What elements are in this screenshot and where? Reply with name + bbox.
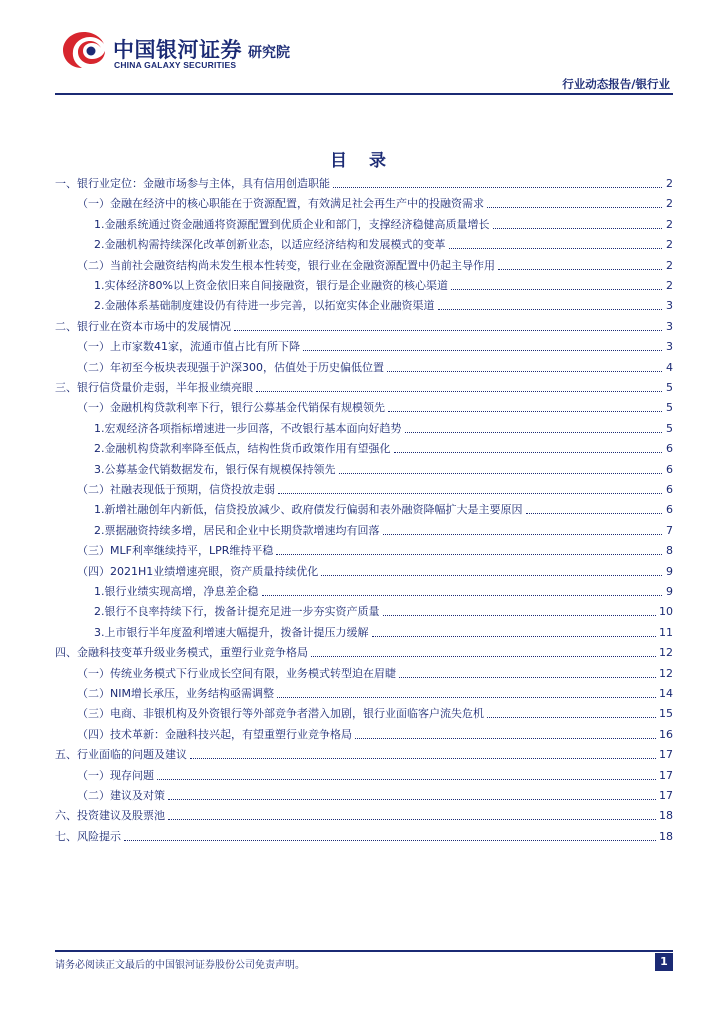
toc-dot-leader <box>405 432 663 433</box>
toc-entry[interactable] <box>55 256 673 275</box>
toc-dot-leader <box>383 534 663 535</box>
toc-entry-page: 3 <box>666 340 673 354</box>
page-header <box>0 0 724 95</box>
toc-dot-leader <box>157 779 656 780</box>
toc-entry[interactable] <box>55 745 673 764</box>
toc-entry-title: 3.上市银行半年度盈利增速大幅提升，拨备计提压力缓解 <box>94 625 369 639</box>
toc-entry-title: 1.新增社融创年内新低，信贷投放减少、政府债发行偏弱和表外融资降幅扩大是主要原因 <box>94 503 523 517</box>
toc-entry-page: 10 <box>659 605 673 619</box>
toc-entry-title: （四）技术革新：金融科技兴起，有望重塑行业竞争格局 <box>77 727 352 741</box>
report-type-label: 行业动态报告/银行业 <box>562 77 670 91</box>
toc-entry-page: 6 <box>666 442 673 456</box>
toc-entry-page: 12 <box>659 666 673 680</box>
toc-entry-title: 二、银行业在资本市场中的发展情况 <box>55 319 231 333</box>
toc-dot-leader <box>383 615 657 616</box>
toc-entry-page: 9 <box>666 564 673 578</box>
toc-entry-title: 五、行业面临的问题及建议 <box>55 748 187 762</box>
logo-chinese-name: 中国银河证券 <box>113 38 242 62</box>
toc-entry[interactable] <box>55 398 673 417</box>
toc-entry[interactable] <box>55 766 673 785</box>
toc-dot-leader <box>355 738 656 739</box>
toc-entry[interactable] <box>55 419 673 438</box>
toc-entry[interactable] <box>55 664 673 683</box>
toc-entry-title: 2.金融机构贷款利率降至低点，结构性货币政策作用有望强化 <box>94 442 391 456</box>
toc-dot-leader <box>278 493 662 494</box>
toc-dot-leader <box>234 330 662 331</box>
toc-entry-title: （四）2021H1业绩增速亮眼，资产质量持续优化 <box>77 564 319 578</box>
toc-entry-page: 3 <box>666 319 673 333</box>
toc-entry-title: 1.宏观经济各项指标增速进一步回落，不改银行基本面向好趋势 <box>94 421 402 435</box>
toc-dot-leader <box>394 452 663 453</box>
toc-entry-title: （一）金融机构贷款利率下行，银行公募基金代销保有规模领先 <box>77 401 385 415</box>
toc-dot-leader <box>388 411 662 412</box>
toc-entry-page: 3 <box>666 299 673 313</box>
toc-entry[interactable] <box>55 215 673 234</box>
page-number: 1 <box>655 953 673 971</box>
toc-dot-leader <box>399 677 656 678</box>
toc-entry[interactable] <box>55 684 673 703</box>
toc-entry-page: 12 <box>659 646 673 660</box>
toc-dot-leader <box>168 819 656 820</box>
toc-entry-title: 2.银行不良率持续下行，拨备计提充足进一步夯实资产质量 <box>94 605 380 619</box>
toc-dot-leader <box>438 309 663 310</box>
toc-entry-page: 2 <box>666 197 673 211</box>
toc-entry[interactable] <box>55 643 673 662</box>
toc-entry[interactable] <box>55 521 673 540</box>
toc-entry[interactable] <box>55 439 673 458</box>
toc-entry-title: 1.实体经济80%以上资金依旧来自间接融资，银行是企业融资的核心渠道 <box>94 279 448 292</box>
toc-entry[interactable] <box>55 582 673 601</box>
toc-entry[interactable] <box>55 725 673 744</box>
toc-entry-page: 2 <box>666 177 673 190</box>
toc-entry-title: （二）社融表现低于预期，信贷投放走弱 <box>77 483 275 496</box>
toc-entry-title: 1.金融系统通过资金融通将资源配置到优质企业和部门，支撑经济稳健高质量增长 <box>94 217 490 231</box>
toc-entry-title: 一、银行业定位：金融市场参与主体，具有信用创造职能 <box>55 177 330 190</box>
toc-entry-page: 6 <box>666 483 673 496</box>
toc-entry[interactable] <box>55 806 673 825</box>
toc-entry-page: 17 <box>659 789 673 802</box>
toc-entry-title: （二）年初至今板块表现强于沪深300，估值处于历史偏低位置 <box>77 360 384 374</box>
toc-entry-title: 六、投资建议及股票池 <box>55 809 165 823</box>
toc-dot-leader <box>449 248 663 249</box>
toc-entry[interactable] <box>55 480 673 499</box>
toc-dot-leader <box>262 595 663 596</box>
toc-entry[interactable] <box>55 378 673 397</box>
header-divider <box>55 93 673 95</box>
toc-entry[interactable] <box>55 194 673 213</box>
toc-entry[interactable] <box>55 358 673 377</box>
institute-label: 研究院 <box>248 45 290 61</box>
toc-entry-page: 14 <box>659 687 673 700</box>
toc-dot-leader <box>256 391 662 392</box>
toc-dot-leader <box>333 187 662 188</box>
toc-entry-title: 四、金融科技变革升级业务模式，重塑行业竞争格局 <box>55 646 308 660</box>
toc-entry-title: 2.金融机构需持续深化改革创新业态，以适应经济结构和发展模式的变革 <box>94 238 446 252</box>
footer-divider <box>55 950 673 952</box>
toc-entry-title: 2.金融体系基础制度建设仍有待进一步完善，以拓宽实体企业融资渠道 <box>94 299 435 313</box>
toc-entry-title: （三）电商、非银机构及外资银行等外部竞争者潜入加剧，银行业面临客户流失危机 <box>77 707 484 721</box>
toc-entry[interactable] <box>55 317 673 336</box>
toc-entry[interactable] <box>55 500 673 519</box>
toc-entry-page: 18 <box>659 829 673 843</box>
toc-entry-title: 三、银行信贷量价走弱，半年报业绩亮眼 <box>55 381 253 394</box>
china-galaxy-logo-icon <box>60 29 108 71</box>
toc-entry-page: 6 <box>666 503 673 517</box>
toc-entry[interactable] <box>55 337 673 356</box>
toc-entry-page: 15 <box>659 707 673 721</box>
toc-entry[interactable] <box>55 704 673 723</box>
toc-entry-title: （二）NIM增长承压，业务结构亟需调整 <box>77 687 274 700</box>
toc-dot-leader <box>487 717 656 718</box>
toc-entry-page: 5 <box>666 421 673 435</box>
toc-entry-title: （一）上市家数41家，流通市值占比有所下降 <box>77 340 300 354</box>
toc-entry[interactable] <box>55 235 673 254</box>
toc-dot-leader <box>311 656 656 657</box>
toc-dot-leader <box>451 289 662 290</box>
logo-english-name: CHINA GALAXY SECURITIES <box>114 60 237 70</box>
toc-entry-page: 6 <box>666 462 673 476</box>
toc-entry-page: 2 <box>666 217 673 231</box>
toc-entry-title: （一）现存问题 <box>77 768 154 782</box>
toc-dot-leader <box>387 371 662 372</box>
toc-entry-page: 5 <box>666 401 673 415</box>
toc-dot-leader <box>321 575 662 576</box>
toc-dot-leader <box>487 207 662 208</box>
toc-dot-leader <box>190 758 656 759</box>
toc-dot-leader <box>339 473 663 474</box>
toc-entry-title: （三）MLF利率继续持平，LPR维持平稳 <box>77 544 274 558</box>
toc-entry[interactable] <box>55 276 673 295</box>
toc-dot-leader <box>168 799 656 800</box>
toc-entry-title: （一）金融在经济中的核心职能在于资源配置，有效满足社会再生产中的投融资需求 <box>77 197 484 211</box>
toc-entry-title: 3.公募基金代销数据发布，银行保有规模保持领先 <box>94 462 336 476</box>
toc-entry-title: 七、风险提示 <box>55 829 121 843</box>
toc-entry[interactable] <box>55 786 673 805</box>
disclaimer-note: 请务必阅读正文最后的中国银河证券股份公司免责声明。 <box>55 960 305 971</box>
toc-entry-page: 9 <box>666 585 673 598</box>
toc-entry-title: （一）传统业务模式下行业成长空间有限，业务模式转型迫在眉睫 <box>77 666 396 680</box>
toc-entry-title: 1.银行业绩实现高增，净息差企稳 <box>94 585 259 598</box>
toc-entry-title: （二）建议及对策 <box>77 789 165 802</box>
toc-entry-page: 11 <box>659 625 673 639</box>
toc-entry[interactable] <box>55 174 673 193</box>
toc-entry-page: 18 <box>659 809 673 823</box>
toc-entry[interactable] <box>55 562 673 581</box>
toc-title: 目 录 <box>330 151 394 171</box>
toc-dot-leader <box>372 636 657 637</box>
toc-dot-leader <box>498 269 662 270</box>
toc-entry[interactable] <box>55 623 673 642</box>
toc-entry-page: 2 <box>666 258 673 272</box>
toc-entry[interactable] <box>55 602 673 621</box>
toc-entry-page: 16 <box>659 727 673 741</box>
toc-entry[interactable] <box>55 827 673 846</box>
toc-entry-title: （二）当前社会融资结构尚未发生根本性转变，银行业在金融资源配置中仍起主导作用 <box>77 258 495 272</box>
toc-entry-page: 4 <box>666 360 673 374</box>
toc-dot-leader <box>303 350 662 351</box>
toc-dot-leader <box>124 840 656 841</box>
toc-entry-title: 2.票据融资持续多增，居民和企业中长期贷款增速均有回落 <box>94 523 380 537</box>
toc-entry[interactable] <box>55 296 673 315</box>
toc-entry[interactable] <box>55 541 673 560</box>
toc-entry-page: 7 <box>666 523 673 537</box>
toc-entry-page: 17 <box>659 748 673 762</box>
toc-entry-page: 8 <box>666 544 673 558</box>
toc-dot-leader <box>277 697 656 698</box>
toc-entry-page: 5 <box>666 381 673 394</box>
toc-entry-page: 2 <box>666 279 673 292</box>
toc-dot-leader <box>526 513 663 514</box>
toc-entry[interactable] <box>55 460 673 479</box>
toc-dot-leader <box>276 554 662 555</box>
toc-entry-page: 17 <box>659 768 673 782</box>
toc-entry-page: 2 <box>666 238 673 252</box>
toc-dot-leader <box>493 228 663 229</box>
